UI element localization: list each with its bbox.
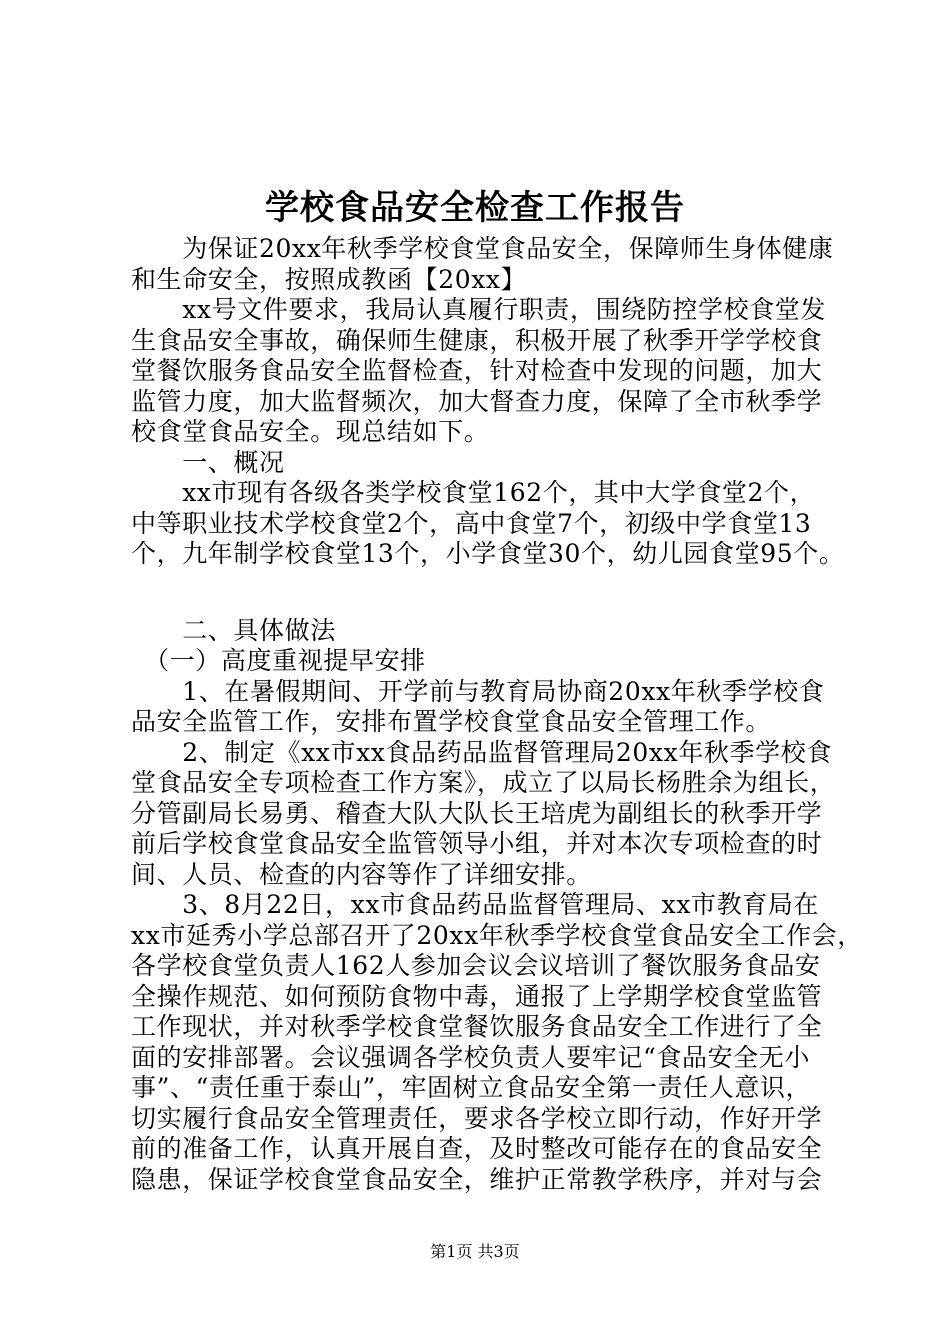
text-line: 前的准备工作，认真开展自查，及时整改可能存在的食品安全 [131, 1134, 823, 1163]
text-line: 品安全监管工作，安排布置学校食堂食品安全管理工作。 [131, 707, 772, 736]
paragraph-gap [131, 570, 831, 616]
text-line: 切实履行食品安全管理责任，要求各学校立即行动，作好开学 [131, 1103, 823, 1133]
text-line: 3、8月22日，xx市食品药品监督管理局、xx市教育局在 [131, 890, 820, 919]
text-line: 面的安排部署。会议强调各学校负责人要牢记“食品安全无小 [131, 1042, 810, 1072]
text-line: 全操作规范、如何预防食物中毒，通报了上学期学校食堂监管 [131, 981, 823, 1011]
text-line: 堂餐饮服务食品安全监督检查，针对检查中发现的问题，加大 [131, 356, 823, 385]
text-line: 各学校食堂负责人162人参加会议会议培训了餐饮服务食品安 [131, 951, 821, 980]
text-line: 事”、“责任重于泰山”，牢固树立食品安全第一责任人意识， [131, 1073, 812, 1102]
text-line: xx市现有各级各类学校食堂162个，其中大学食堂2个， [131, 478, 816, 507]
text-line: 间、人员、检查的内容等作了详细安排。 [131, 859, 592, 889]
section-heading: 一、概况 [131, 447, 285, 477]
text-line: 1、在暑假期间、开学前与教育局协商20xx年秋季学校食 [131, 676, 825, 706]
document-body [131, 234, 863, 1195]
text-line: 个，九年制学校食堂13个，小学食堂30个，幼儿园食堂95个。 [131, 539, 845, 568]
text-line: 隐患，保证学校食堂食品安全，维护正常教学秩序，并对与会 [131, 1164, 823, 1194]
text-line: 2、制定《xx市xx食品药品监督管理局20xx年秋季学校食 [131, 737, 832, 767]
text-line: 监管力度，加大监督频次，加大督查力度，保障了全市秋季学 [131, 386, 823, 416]
page-footer: 第1页 共3页 [430, 1242, 520, 1261]
text-line: 生食品安全事故，确保师生健康，积极开展了秋季开学学校食 [131, 325, 823, 355]
subsection-heading: （一）高度重视提早安排 [131, 646, 426, 675]
text-line: 分管副局长易勇、稽查大队大队长王培虎为副组长的秋季开学 [131, 798, 823, 828]
text-line: 工作现状，并对秋季学校食堂餐饮服务食品安全工作进行了全 [131, 1012, 823, 1041]
text-line: 为保证20xx年秋季学校食堂食品安全，保障师生身体健康 [131, 234, 834, 263]
text-line: xx市延秀小学总部召开了20xx年秋季学校食堂食品安全工作会， [131, 920, 863, 950]
text-line: xx号文件要求，我局认真履行职责，围绕防控学校食堂发 [131, 295, 827, 324]
text-line: 前后学校食堂食品安全监管领导小组，并对本次专项检查的时 [131, 829, 823, 858]
section-heading: 二、具体做法 [131, 615, 336, 645]
text-line: 和生命安全，按照成教函【20xx】 [131, 264, 527, 294]
text-line: 中等职业技术学校食堂2个，高中食堂7个，初级中学食堂13 [131, 508, 812, 538]
text-line: 校食堂食品安全。现总结如下。 [131, 417, 490, 446]
text-line: 堂食品安全专项检查工作方案》，成立了以局长杨胜余为组长， [131, 768, 836, 797]
document-title: 学校食品安全检查工作报告 [265, 188, 685, 228]
